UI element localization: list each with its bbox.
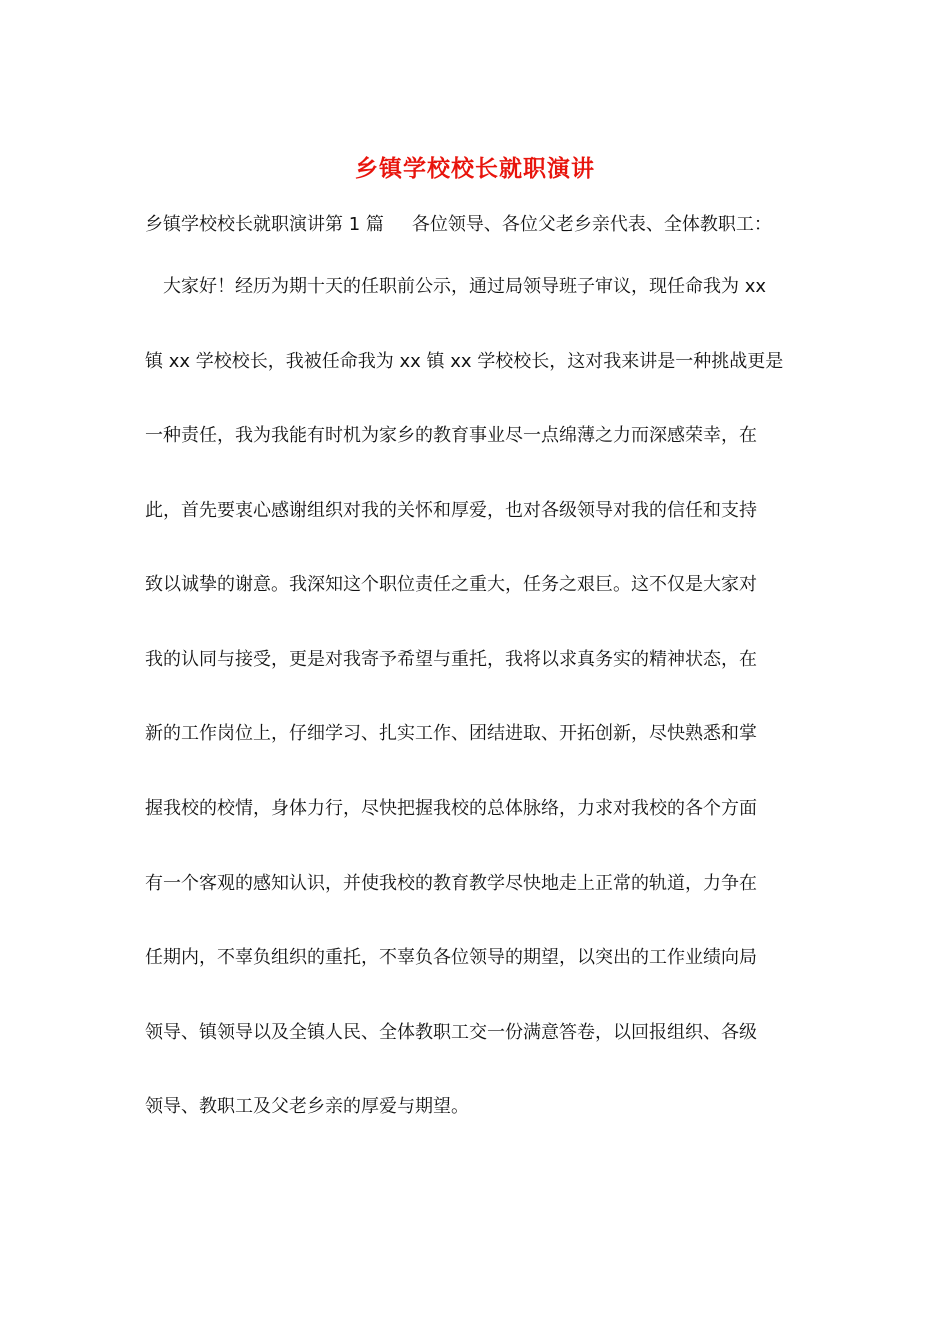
intro-line — [145, 212, 772, 238]
document-title: 乡镇学校校长就职演讲 — [355, 155, 595, 182]
salutation: 各位领导、各位父老乡亲代表、全体教职工： — [411, 214, 772, 235]
paragraph-line: 新的工作岗位上，仔细学习、扎实工作、团结进取、开拓创新，尽快熟悉和掌 — [145, 723, 757, 744]
paragraph-line: 一种责任，我为我能有时机为家乡的教育事业尽一点绵薄之力而深感荣幸，在 — [145, 425, 757, 446]
paragraph-line: 大家好！经历为期十天的任职前公示，通过局领导班子审议，现任命我为 xx — [163, 276, 767, 297]
paragraph-line: 我的认同与接受，更是对我寄予希望与重托，我将以求真务实的精神状态，在 — [145, 649, 757, 670]
paragraph-line: 致以诚挚的谢意。我深知这个职位责任之重大，任务之艰巨。这不仅是大家对 — [145, 574, 757, 595]
paragraph-line: 领导、教职工及父老乡亲的厚爱与期望。 — [145, 1096, 469, 1117]
paragraph-line: 此，首先要衷心感谢组织对我的关怀和厚爱，也对各级领导对我的信任和支持 — [145, 500, 757, 521]
paragraph-line: 镇 xx 学校校长，我被任命我为 xx 镇 xx 学校校长，这对我来讲是一种挑战更是 — [145, 351, 784, 372]
paragraph-line: 领导、镇领导以及全镇人民、全体教职工交一份满意答卷，以回报组织、各级 — [145, 1022, 757, 1043]
paragraph-line: 任期内，不辜负组织的重托，不辜负各位领导的期望，以突出的工作业绩向局 — [145, 947, 757, 968]
intro-heading: 乡镇学校校长就职演讲第 1 篇 — [145, 214, 384, 235]
paragraph-line: 握我校的校情，身体力行，尽快把握我校的总体脉络，力求对我校的各个方面 — [145, 798, 757, 819]
paragraph-line: 有一个客观的感知认识，并使我校的教育教学尽快地走上正常的轨道，力争在 — [145, 873, 757, 894]
